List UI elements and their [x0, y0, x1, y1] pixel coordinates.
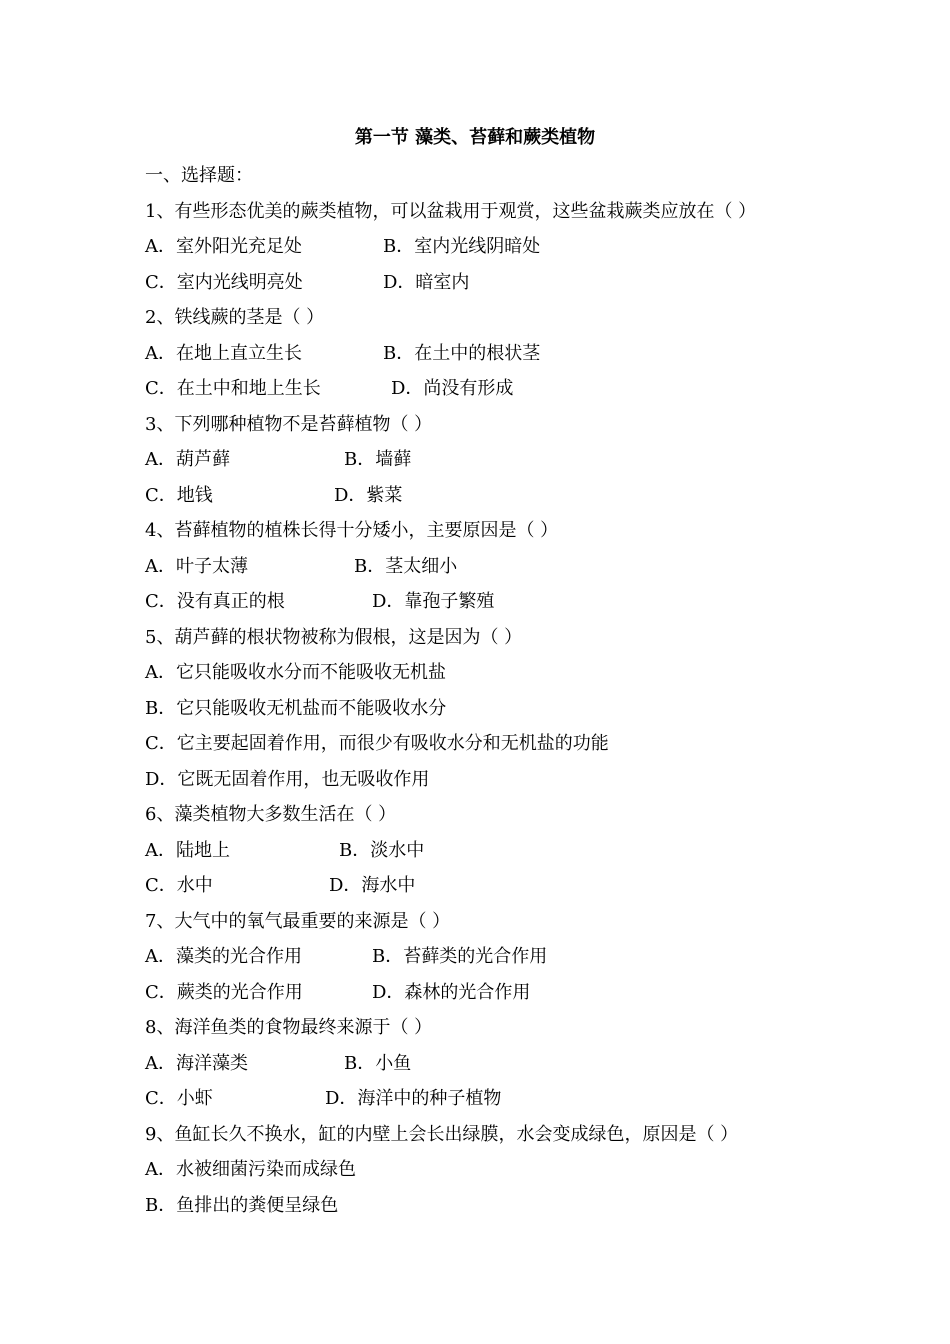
question-stem: 1、有些形态优美的蕨类植物，可以盆栽用于观赏，这些盆栽蕨类应放在（ ）: [145, 200, 757, 222]
option-row: [145, 833, 865, 869]
option-a: A．室外阳光充足处: [145, 236, 302, 257]
question-stem: 3、下列哪种植物不是苔藓植物（ ）: [145, 413, 433, 435]
option-c: C．它主要起固着作用，而很少有吸收水分和无机盐的功能: [145, 733, 609, 754]
question-stem: 8、海洋鱼类的食物最终来源于（ ）: [145, 1017, 433, 1038]
option-d: D．尚没有形成: [391, 378, 514, 399]
option-row: [145, 371, 865, 407]
question-list: [145, 158, 865, 1223]
option-c: C．在土中和地上生长: [145, 378, 321, 399]
option-d: D．紫菜: [334, 484, 403, 506]
option-c: C．地钱: [145, 484, 213, 506]
option-row: [145, 868, 865, 904]
question-stem: 6、藻类植物大多数生活在（ ）: [145, 804, 397, 825]
option-c: C．室内光线明亮处: [145, 271, 303, 293]
option-a: A．陆地上: [145, 839, 230, 861]
option-c: C．小虾: [145, 1088, 213, 1109]
option-b: B．在土中的根状茎: [383, 342, 541, 364]
section-heading: 一、选择题：: [145, 165, 253, 186]
option-row: [145, 442, 865, 478]
option-b: B．墙藓: [344, 449, 412, 470]
option-row: [145, 939, 865, 975]
option-b: B．茎太细小: [354, 555, 458, 577]
option-a: A．水被细菌污染而成绿色: [145, 1159, 356, 1180]
option-a: A．在地上直立生长: [145, 342, 302, 364]
option-d: D．靠孢子繁殖: [372, 591, 495, 612]
option-a: A．藻类的光合作用: [145, 946, 302, 967]
option-c: C．没有真正的根: [145, 591, 285, 612]
question-stem: 2、铁线蕨的茎是（ ）: [145, 307, 325, 328]
option-c: C．蕨类的光合作用: [145, 981, 303, 1003]
option-row: [145, 336, 865, 372]
option-row: [145, 229, 865, 265]
option-b: B．小鱼: [344, 1052, 412, 1074]
question-stem: 7、大气中的氧气最重要的来源是（ ）: [145, 910, 451, 932]
option-b: B．鱼排出的粪便呈绿色: [145, 1194, 339, 1216]
option-d: D．它既无固着作用，也无吸收作用: [145, 768, 430, 790]
option-a: A．海洋藻类: [145, 1052, 248, 1074]
option-row: [145, 1046, 865, 1082]
option-d: D．森林的光合作用: [372, 981, 531, 1003]
option-row: [145, 584, 865, 620]
option-row: [145, 478, 865, 514]
option-d: D．海水中: [329, 875, 416, 896]
option-b: B．它只能吸收无机盐而不能吸收水分: [145, 697, 447, 719]
option-row: [145, 975, 865, 1011]
question-stem: 9、鱼缸长久不换水，缸的内壁上会长出绿膜，水会变成绿色，原因是（ ）: [145, 1123, 739, 1145]
option-a: A．它只能吸收水分而不能吸收无机盐: [145, 662, 446, 683]
option-b: B．苔藓类的光合作用: [372, 946, 548, 967]
option-row: [145, 265, 865, 301]
page-title: 第一节 藻类、苔藓和蕨类植物: [354, 127, 596, 148]
option-a: A．叶子太薄: [145, 555, 248, 577]
option-d: D．暗室内: [383, 271, 470, 293]
option-c: C．水中: [145, 875, 213, 896]
option-d: D．海洋中的种子植物: [325, 1088, 502, 1109]
question-stem: 4、苔藓植物的植株长得十分矮小，主要原因是（ ）: [145, 520, 559, 541]
option-b: B．室内光线阴暗处: [383, 236, 541, 257]
option-row: [145, 549, 865, 585]
question-stem: 5、葫芦藓的根状物被称为假根，这是因为（ ）: [145, 626, 523, 648]
option-row: [145, 1081, 865, 1117]
option-a: A．葫芦藓: [145, 449, 230, 470]
option-b: B．淡水中: [339, 839, 425, 861]
